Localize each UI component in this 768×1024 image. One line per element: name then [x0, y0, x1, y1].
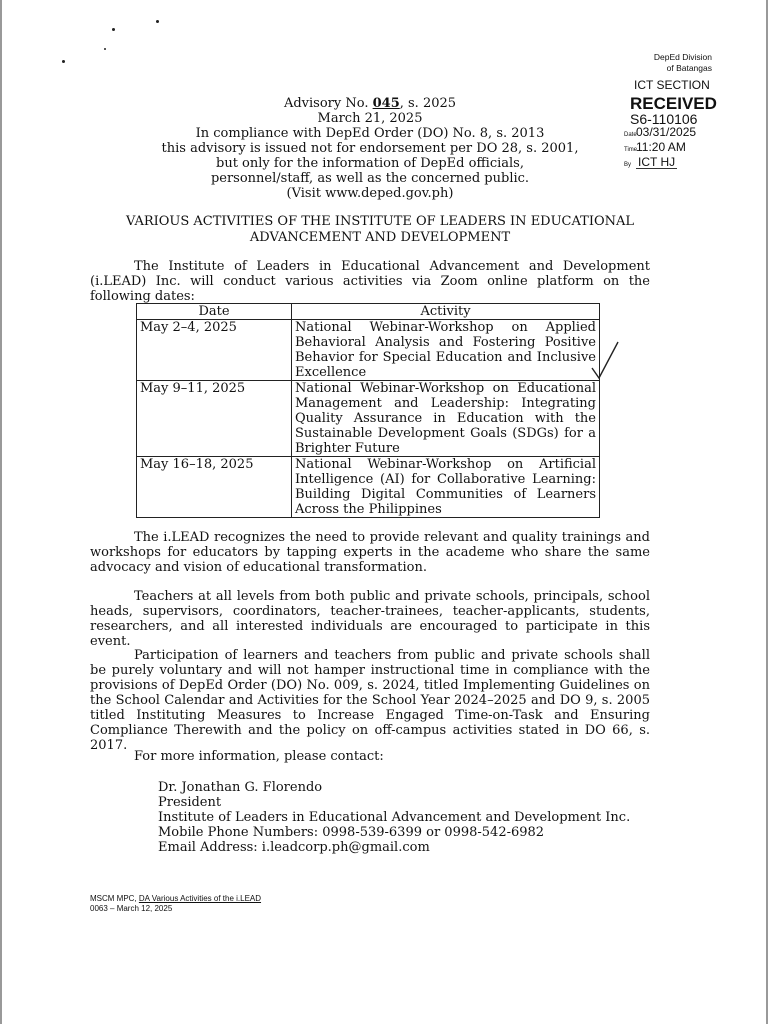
- stamp-org-line1: DepEd Division: [653, 52, 712, 62]
- stamp-time-label: Time: [624, 147, 638, 153]
- paragraph-participation: Participation of learners and teachers from public and private schools shall be purely voluntary and will not hamper instructional time in compliance with the provisions of DepEd Order (DO) No. 009, s. 2024, titled Implementing Guidelines on the School Calendar and Activities for the School Year 2024–2025 and DO 9, s. 2005 titled Instituting Measures to Increase Engaged Time-on-Task and Ensuring Compliance Therewith and the policy on off-campus activities stated in DO 66, s. 2017.: [90, 648, 650, 753]
- table-cell-activity: National Webinar-Workshop on Educational Management and Leadership: Integrating Quality Assurance in Education with the Sustainable Development Goals (SDGs) for a Brighter Future: [292, 381, 600, 457]
- advisory-number-line: [120, 96, 620, 111]
- table-header-date: Date: [137, 304, 292, 320]
- contact-email: Email Address: i.leadcorp.ph@gmail.com: [158, 840, 430, 855]
- advisory-endorsement: this advisory is issued not for endorsement per DO 28, s. 2001,: [161, 141, 579, 156]
- stamp-section: ICT SECTION: [634, 78, 710, 92]
- advisory-audience: personnel/staff, as well as the concerned public.: [210, 171, 530, 186]
- advisory-compliance: In compliance with DepEd Order (DO) No. 8, s. 2013: [195, 126, 545, 141]
- table-cell-date: May 16–18, 2025: [137, 457, 292, 518]
- stamp-org-line2: of Batangas: [666, 63, 712, 73]
- document-title: [100, 214, 660, 246]
- activities-table: [136, 303, 600, 518]
- scan-speck: [104, 48, 106, 50]
- scan-speck: [112, 28, 115, 31]
- stamp-date-label: Date: [624, 132, 637, 138]
- scan-edge-left: [0, 0, 2, 1024]
- advisory-header: [120, 96, 620, 201]
- stamp-date-row: [624, 126, 722, 141]
- table-row: [137, 381, 600, 457]
- table-row: [137, 320, 600, 381]
- contact-phone: Mobile Phone Numbers: 0998-539-6399 or 0998-542-6982: [158, 825, 545, 840]
- handwritten-check-icon: [590, 340, 620, 382]
- stamp-by-label: By: [624, 162, 632, 168]
- scan-speck: [62, 60, 65, 63]
- scan-speck: [156, 20, 159, 23]
- footer-line1: [90, 894, 261, 904]
- document-footer: [90, 894, 261, 914]
- contact-name: Dr. Jonathan G. Florendo: [158, 780, 323, 795]
- stamp-time-row: [624, 141, 722, 156]
- footer-ref: DA Various Activities of the i.LEAD: [138, 894, 262, 903]
- advisory-suffix: , s. 2025: [399, 96, 457, 111]
- paragraph-participants: Teachers at all levels from both public and private schools, principals, school heads, supervisors, coordinators, teacher-trainees, teacher-applicants, students, researchers, and all interested individuals are encouraged to participate in this event.: [90, 589, 650, 649]
- table-row: [137, 457, 600, 518]
- advisory-visit: (Visit www.deped.gov.ph): [286, 186, 454, 201]
- contact-position: President: [158, 795, 222, 810]
- advisory-number: 045: [372, 96, 400, 111]
- table-cell-date: May 2–4, 2025: [137, 320, 292, 381]
- stamp-date-value: 03/31/2025: [636, 125, 697, 139]
- stamp-time-value: 11:20 AM: [636, 140, 686, 154]
- table-cell-activity: National Webinar-Workshop on Artificial Intelligence (AI) for Collaborative Learning: Building Digital Communities of Learners Across the Philippines: [292, 457, 600, 518]
- stamp-by-value: ICT HJ: [638, 155, 676, 169]
- footer-line2: 0063 – March 12, 2025: [90, 904, 173, 913]
- paragraph-recognition: The i.LEAD recognizes the need to provide relevant and quality trainings and workshops for educators by tapping experts in the academe who share the same advocacy and vision of educational transformation.: [90, 530, 650, 575]
- contact-block: [158, 780, 630, 855]
- advisory-date: March 21, 2025: [317, 111, 423, 126]
- title-line1: VARIOUS ACTIVITIES OF THE INSTITUTE OF LEADERS IN EDUCATIONAL: [125, 214, 635, 229]
- table-cell-activity: National Webinar-Workshop on Applied Behavioral Analysis and Fostering Positive Behavior for Special Education and Inclusive Excellence: [292, 320, 600, 381]
- stamp-code: S6-110106: [630, 111, 698, 127]
- received-stamp: [612, 52, 722, 171]
- paragraph-contact-intro: For more information, please contact:: [134, 749, 384, 764]
- footer-prefix: MSCM MPC,: [90, 894, 139, 903]
- table-cell-date: May 9–11, 2025: [137, 381, 292, 457]
- advisory-prefix: Advisory No.: [283, 96, 369, 111]
- stamp-received: RECEIVED: [630, 94, 717, 113]
- contact-org: Institute of Leaders in Educational Advancement and Development Inc.: [158, 810, 631, 825]
- title-line2: ADVANCEMENT AND DEVELOPMENT: [249, 230, 511, 245]
- advisory-information: but only for the information of DepEd officials,: [216, 156, 524, 171]
- intro-paragraph: The Institute of Leaders in Educational Advancement and Development (i.LEAD) Inc. will conduct various activities via Zoom online platform on the following dates:: [90, 259, 650, 304]
- table-header-activity: Activity: [292, 304, 600, 320]
- stamp-by-row: [624, 156, 722, 171]
- table-header-row: [137, 304, 600, 320]
